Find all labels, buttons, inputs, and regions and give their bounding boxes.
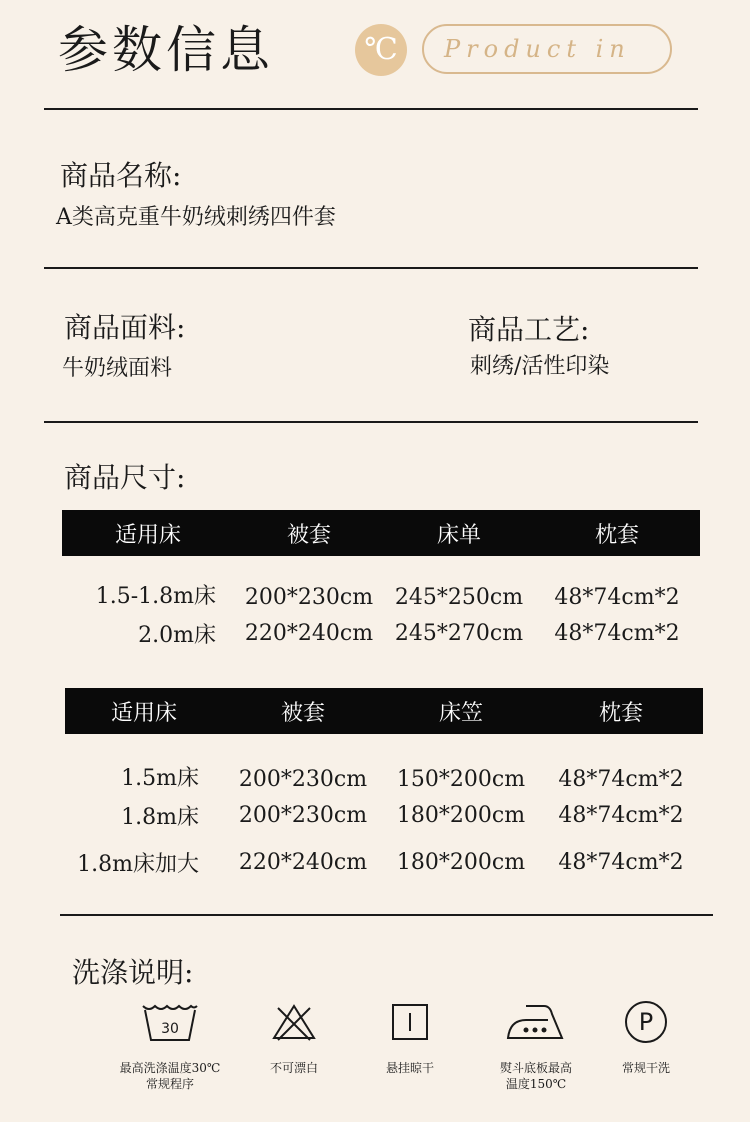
table-cell: 220*240cm — [238, 850, 368, 875]
column-header: 被套 — [223, 688, 383, 734]
size-table-sheet — [62, 510, 700, 657]
table-cell: 1.8m床加大 — [77, 852, 199, 877]
product-name-value: A类高克重牛奶绒刺绣四件套 — [56, 205, 336, 230]
table-cell: 200*230cm — [238, 767, 368, 792]
wash-30-icon — [110, 998, 230, 1046]
care-item-iron — [476, 998, 596, 1092]
care-item-text: 最高洗涤温度30℃ 常规程序 — [119, 1061, 221, 1091]
table-cell: 180*200cm — [396, 850, 526, 875]
table-cell: 1.5-1.8m床 — [95, 584, 216, 609]
table-cell: 200*230cm — [238, 803, 368, 828]
divider — [44, 267, 698, 269]
table-cell: 1.5m床 — [121, 766, 199, 791]
table-cell: 48*74cm*2 — [554, 585, 680, 610]
care-label: 洗涤说明: — [72, 956, 194, 989]
table-row — [62, 556, 700, 610]
column-header: 枕套 — [539, 688, 703, 734]
divider — [44, 108, 698, 110]
table-row — [65, 734, 703, 792]
table-cell: 180*200cm — [396, 803, 526, 828]
care-item-wash — [110, 998, 230, 1092]
care-item-text: 常规干洗 — [621, 1061, 670, 1075]
table-header-row — [65, 688, 703, 734]
table-cell: 150*200cm — [396, 767, 526, 792]
table-cell: 2.0m床 — [138, 623, 216, 648]
craft-value: 刺绣/活性印染 — [470, 354, 610, 379]
table-cell: 48*74cm*2 — [558, 803, 684, 828]
no-bleach-icon — [234, 998, 354, 1046]
product-name-label: 商品名称: — [60, 159, 182, 192]
divider — [44, 421, 698, 423]
dry-clean-p-icon — [586, 998, 706, 1046]
column-header: 适用床 — [65, 688, 223, 734]
table-cell: 220*240cm — [244, 621, 374, 646]
table-cell: 1.8m床 — [121, 805, 199, 830]
fabric-value: 牛奶绒面料 — [62, 356, 173, 381]
fabric-label: 商品面料: — [64, 311, 186, 344]
celsius-badge: ℃ — [355, 24, 407, 76]
care-item-no-bleach — [234, 998, 354, 1076]
table-row — [65, 792, 703, 839]
page-title: 参数信息 — [58, 21, 274, 79]
table-row — [62, 610, 700, 657]
craft-label: 商品工艺: — [468, 313, 590, 346]
column-header: 床笠 — [383, 688, 539, 734]
wash-temp-text: 30 — [161, 1021, 179, 1037]
product-info-pill: Product in — [422, 24, 672, 74]
table-header-row — [62, 510, 700, 556]
hang-dry-icon — [350, 998, 470, 1046]
table-cell: 48*74cm*2 — [558, 850, 684, 875]
table-cell: 200*230cm — [244, 585, 374, 610]
column-header: 被套 — [234, 510, 384, 556]
size-table-fitted — [65, 688, 703, 886]
size-label: 商品尺寸: — [64, 461, 186, 494]
table-cell: 245*250cm — [394, 585, 524, 610]
column-header: 枕套 — [534, 510, 700, 556]
table-cell: 245*270cm — [394, 621, 524, 646]
column-header: 床单 — [384, 510, 534, 556]
dry-clean-letter: P — [638, 1008, 654, 1036]
care-item-dry-clean — [586, 998, 706, 1076]
care-item-hang-dry — [350, 998, 470, 1076]
column-header: 适用床 — [62, 510, 234, 556]
care-symbols — [118, 998, 698, 1098]
table-cell: 48*74cm*2 — [558, 767, 684, 792]
care-item-text: 悬挂晾干 — [385, 1061, 434, 1075]
table-cell: 48*74cm*2 — [554, 621, 680, 646]
care-item-text: 熨斗底板最高 温度150℃ — [499, 1061, 572, 1091]
iron-150-icon — [476, 998, 596, 1046]
divider — [60, 914, 713, 916]
table-row — [65, 839, 703, 886]
care-item-text: 不可漂白 — [269, 1061, 318, 1075]
